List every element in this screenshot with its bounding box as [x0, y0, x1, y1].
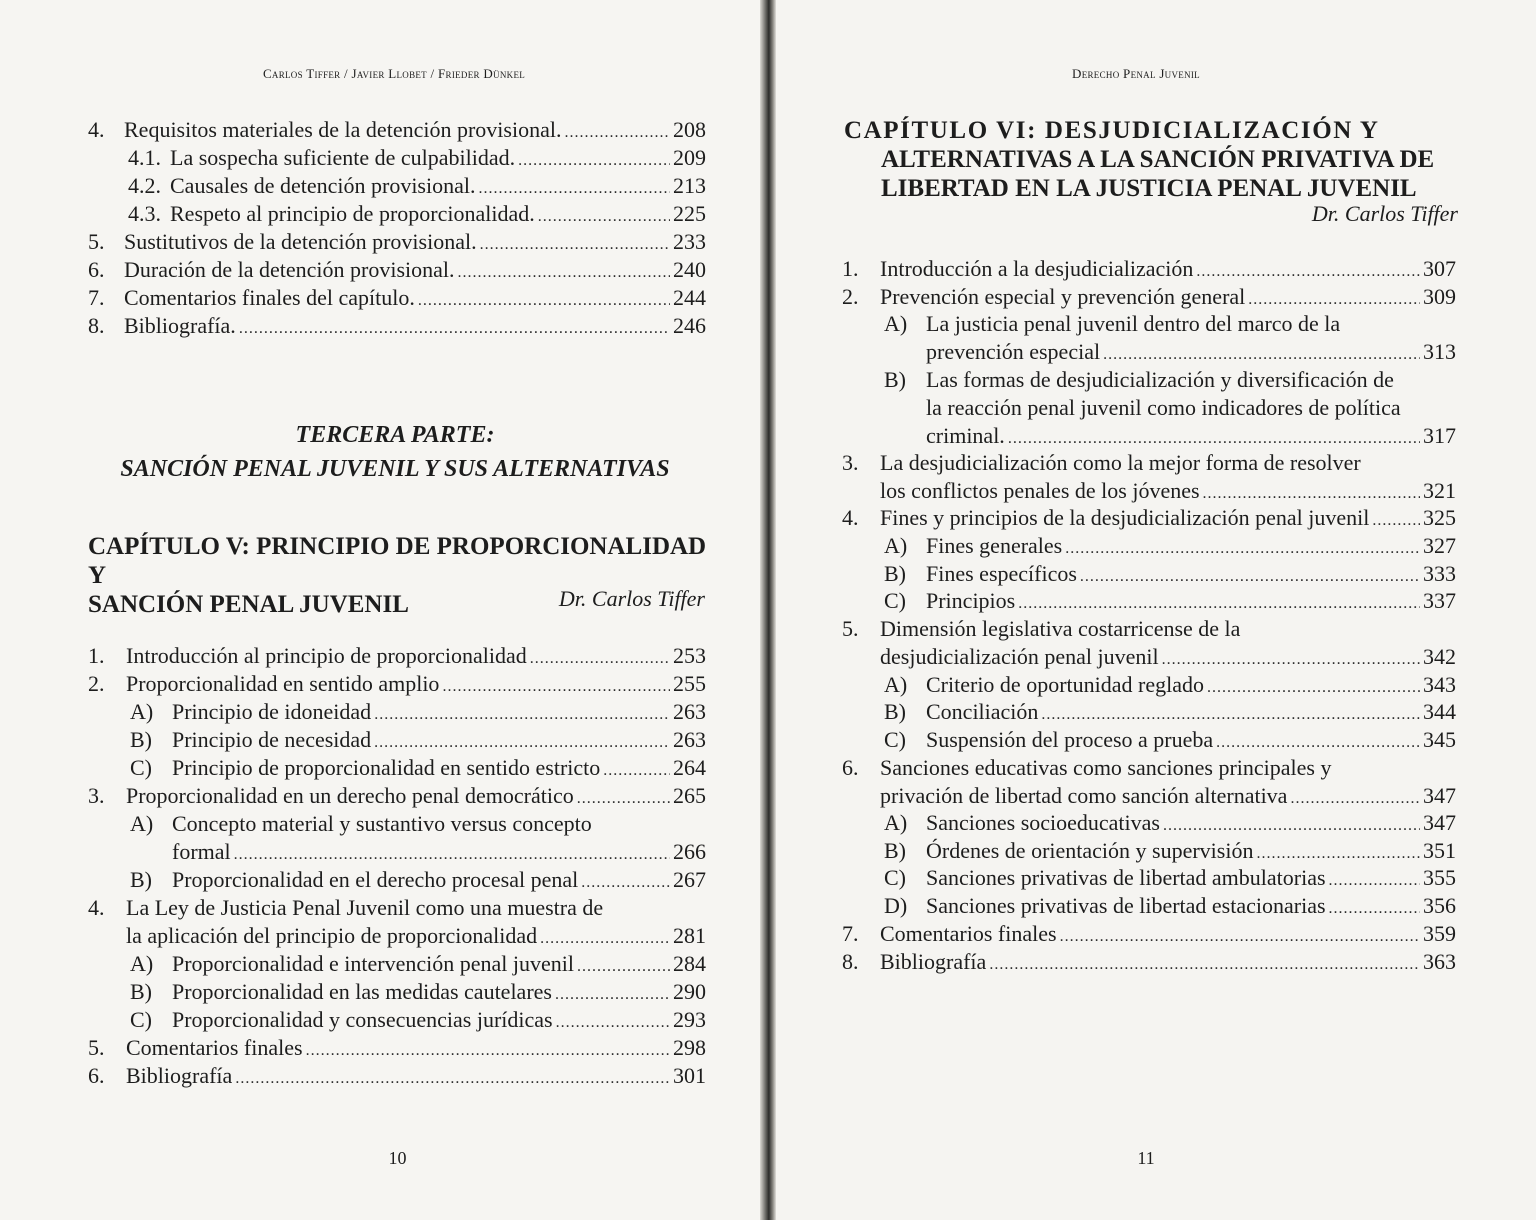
- toc-entry-page: 290: [673, 979, 706, 1004]
- toc-entry-title: Sustitutivos de la detención provisional.: [124, 229, 477, 254]
- part-title-line1: TERCERA PARTE:: [295, 422, 495, 448]
- toc-entry: [130, 866, 706, 897]
- toc-entry-title: Criterio de oportunidad reglado: [926, 671, 1204, 697]
- toc-entry-page: 267: [673, 867, 706, 892]
- toc-entry-number: 3.: [88, 783, 105, 808]
- toc-entry-title: Comentarios finales del capítulo.: [124, 285, 415, 310]
- toc-entry-page: 298: [673, 1035, 706, 1060]
- toc-entry-number: A): [884, 533, 908, 558]
- toc-entry-title: Proporcionalidad y consecuencias jurídicas: [172, 1007, 553, 1032]
- dot-leader: [556, 1009, 670, 1037]
- toc-entry-page: 284: [673, 951, 706, 976]
- toc-entry: [884, 532, 1456, 563]
- running-head-right: Derecho Penal Juvenil: [1072, 66, 1200, 81]
- toc-entry-page: 213: [673, 173, 706, 198]
- toc-entry: [130, 754, 706, 785]
- toc-entry-number: C): [130, 1007, 152, 1032]
- page-number-right: 11: [1137, 1148, 1155, 1168]
- toc-entry: [130, 950, 706, 981]
- toc-entry: [88, 894, 706, 953]
- toc-entry-page: 347: [1423, 782, 1456, 808]
- toc-entry-title: Proporcionalidad en un derecho penal democrático: [126, 783, 574, 808]
- toc-entry-title: la aplicación del principio de proporcionalidad: [126, 923, 538, 948]
- toc-entry: [88, 670, 706, 701]
- toc-entry-title: Introducción a la desjudicialización: [880, 256, 1194, 281]
- toc-entry-number: 4.: [842, 505, 859, 531]
- toc-entry-number: 7.: [842, 920, 859, 946]
- toc-entry-number: C): [884, 726, 906, 752]
- toc-entry-page: 359: [1423, 920, 1456, 946]
- toc-entry-number: C): [130, 755, 152, 780]
- toc-entry-title: criminal.: [926, 422, 1005, 448]
- toc-entry-page: 233: [673, 229, 706, 254]
- toc-entry-title: los conflictos penales de los jóvenes: [880, 477, 1200, 503]
- dot-leader: [374, 701, 670, 729]
- toc-entry: [842, 754, 1456, 813]
- dot-leader: [577, 953, 670, 981]
- toc-entry-page: 255: [673, 671, 706, 696]
- toc-entry-number: A): [884, 311, 908, 337]
- dot-leader: [374, 729, 670, 757]
- toc-entry-title: formal: [172, 839, 231, 864]
- toc-entry-number: 7.: [88, 285, 105, 310]
- toc-entry-number: 6.: [88, 1063, 105, 1088]
- toc-entry-number: B): [884, 699, 906, 725]
- toc-entry: [884, 366, 1456, 453]
- toc-entry-title: Principio de necesidad: [172, 727, 372, 752]
- toc-entry-page: 344: [1423, 699, 1456, 725]
- dot-leader: [577, 785, 670, 813]
- chapter-author-left: Dr. Carlos Tiffer: [558, 586, 705, 611]
- toc-entry-title: Duración de la detención provisional.: [124, 257, 455, 282]
- toc-entry-title: Órdenes de orientación y supervisión: [926, 837, 1254, 863]
- dot-leader: [234, 841, 670, 869]
- chapter-title-line1: CAPÍTULO V: PRINCIPIO DE PROPORCIONALIDAD Y: [88, 533, 707, 589]
- toc-entry: [88, 312, 706, 343]
- toc-entry-number: 4.: [88, 895, 105, 920]
- part-title-line2: SANCIÓN PENAL JUVENIL Y SUS ALTERNATIVAS: [120, 456, 670, 482]
- toc-entry-page: 225: [673, 201, 706, 226]
- toc-entry: [842, 615, 1456, 674]
- toc-entry-title: la reacción penal juvenil como indicadores de política: [926, 394, 1401, 420]
- chapter-title-right: [844, 116, 1464, 203]
- toc-entry-title: Fines y principios de la desjudicialización penal juvenil: [880, 505, 1370, 531]
- toc-entry: [884, 726, 1456, 757]
- toc-entry-page: 281: [673, 923, 706, 948]
- dot-leader: [418, 287, 670, 315]
- toc-entry-number: 3.: [842, 449, 859, 475]
- toc-entry: [130, 698, 706, 729]
- toc-entry-title: desjudicialización penal juvenil: [880, 644, 1159, 670]
- toc-entry-page: 355: [1423, 865, 1456, 891]
- toc-entry-number: A): [884, 671, 908, 697]
- toc-entry-number: D): [884, 893, 908, 919]
- toc-entry: [842, 449, 1456, 508]
- toc-entry-title: Principio de idoneidad: [172, 699, 372, 724]
- toc-entry-number: 5.: [88, 229, 105, 254]
- dot-leader: [478, 175, 670, 203]
- dot-leader: [555, 981, 670, 1009]
- toc-entry-number: B): [884, 837, 906, 863]
- toc-entry-number: 8.: [88, 313, 105, 338]
- toc-entry-title: Bibliografía: [126, 1063, 233, 1088]
- toc-entry-title: Bibliografía: [880, 948, 987, 974]
- chapter-title-line1: CAPÍTULO VI: DESJUDICIALIZACIÓN Y: [844, 117, 1380, 144]
- dot-leader: [239, 315, 670, 343]
- toc-entry-title: Causales de detención provisional.: [170, 173, 476, 198]
- toc-entry: [88, 642, 706, 673]
- toc-entry-page: 345: [1423, 726, 1456, 752]
- toc-entry-title: Dimensión legislativa costarricense de la: [880, 616, 1241, 642]
- toc-entry-page: 347: [1423, 810, 1456, 835]
- toc-entry: [842, 504, 1456, 535]
- toc-entry-number: 4.3.: [128, 201, 161, 226]
- toc-entry-title: Sanciones educativas como sanciones principales y: [880, 754, 1332, 780]
- toc-entry-title: Requisitos materiales de la detención provisional.: [124, 117, 562, 142]
- toc-entry: [842, 920, 1456, 951]
- toc-entry: [128, 144, 706, 175]
- dot-leader: [603, 757, 670, 785]
- dot-leader: [581, 869, 670, 897]
- toc-entry: [88, 782, 706, 813]
- toc-entry-page: 208: [673, 117, 706, 142]
- toc-entry-page: 321: [1423, 477, 1456, 503]
- chapter-title-line2: SANCIÓN PENAL JUVENIL: [88, 591, 409, 618]
- toc-entry-number: 8.: [842, 948, 859, 974]
- toc-entry-title: Sanciones privativas de libertad ambulatorias: [926, 865, 1326, 891]
- toc-entry-title: Comentarios finales: [880, 920, 1057, 946]
- toc-entry-page: 327: [1423, 533, 1456, 558]
- toc-entry-title: Proporcionalidad en sentido amplio: [126, 671, 440, 696]
- running-head-left: Carlos Tiffer / Javier Llobet / Frieder Dünkel: [262, 66, 526, 81]
- dot-leader: [235, 1065, 670, 1093]
- toc-entry-page: 317: [1423, 422, 1456, 448]
- toc-entry-page: 351: [1423, 837, 1456, 863]
- dot-leader: [540, 925, 670, 953]
- toc-entry: [130, 810, 706, 869]
- toc-entry-title: prevención especial: [926, 339, 1101, 365]
- toc-entry-number: 4.: [88, 117, 105, 142]
- chapter-title-line2: ALTERNATIVAS A LA SANCIÓN PRIVATIVA DE: [881, 146, 1435, 173]
- toc-entry-number: B): [130, 979, 152, 1004]
- toc-entry: [884, 892, 1456, 923]
- toc-entry-page: 240: [673, 257, 706, 282]
- toc-entry-title: Principios: [926, 588, 1016, 614]
- toc-entry-title: Comentarios finales: [126, 1035, 303, 1060]
- dot-leader: [518, 147, 670, 175]
- toc-entry-page: 246: [673, 313, 706, 338]
- toc-entry-title: Sanciones privativas de libertad estacionarias: [926, 893, 1326, 919]
- toc-entry-number: B): [884, 366, 906, 392]
- toc-entry-page: 209: [673, 145, 706, 170]
- book-spine: [760, 0, 776, 1220]
- toc-entry-title: Fines generales: [926, 533, 1063, 558]
- right-page: [776, 0, 1536, 1220]
- toc-entry-number: C): [884, 865, 906, 891]
- toc-entry-title: Respeto al principio de proporcionalidad.: [170, 201, 535, 226]
- toc-entry-title: La desjudicialización como la mejor forma de resolver: [880, 449, 1361, 475]
- toc-entry-page: 244: [673, 285, 706, 310]
- toc-entry-title: La Ley de Justicia Penal Juvenil como una muestra de: [126, 895, 604, 920]
- toc-entry-number: B): [884, 560, 906, 586]
- toc-entry: [884, 698, 1456, 729]
- toc-entry: [130, 726, 706, 757]
- toc-entry-number: B): [130, 867, 152, 892]
- part-title: [90, 418, 700, 486]
- toc-entry-number: 5.: [842, 616, 859, 642]
- toc-entry-title: Bibliografía.: [124, 313, 236, 338]
- toc-entry-page: 301: [673, 1063, 706, 1088]
- toc-entry-title: Prevención especial y prevención general: [880, 283, 1246, 309]
- toc-entry: [884, 560, 1456, 591]
- toc-entry: [88, 1062, 706, 1093]
- dot-leader: [989, 951, 1420, 979]
- toc-entry-number: 4.1.: [128, 145, 161, 170]
- toc-entry-page: 266: [673, 839, 706, 864]
- toc-entry-page: 343: [1423, 671, 1456, 697]
- toc-entry-title: Fines específicos: [926, 560, 1077, 586]
- dot-leader: [442, 673, 670, 701]
- toc-entry-number: A): [884, 810, 908, 835]
- toc-entry-title: Concepto material y sustantivo versus concepto: [172, 811, 592, 836]
- page-number-left: 10: [388, 1148, 407, 1168]
- toc-entry-page: 307: [1423, 256, 1456, 281]
- toc-entry-page: 356: [1423, 893, 1456, 919]
- toc-entry-title: Conciliación: [926, 699, 1039, 725]
- toc-entry: [884, 809, 1456, 840]
- toc-entry-page: 337: [1423, 588, 1456, 614]
- toc-entry: [884, 310, 1456, 369]
- toc-entry-number: 2.: [842, 283, 859, 309]
- toc-entry-number: A): [130, 811, 154, 836]
- toc-entry-page: 263: [673, 699, 706, 724]
- toc-entry-number: A): [130, 699, 154, 724]
- toc-entry-number: 5.: [88, 1035, 105, 1060]
- toc-entry: [884, 864, 1456, 895]
- toc-entry: [88, 228, 706, 259]
- toc-entry-title: La justicia penal juvenil dentro del marco de la: [926, 311, 1341, 337]
- chapter-title-line3: LIBERTAD EN LA JUSTICIA PENAL JUVENIL: [881, 175, 1417, 202]
- toc-entry-title: La sospecha suficiente de culpabilidad.: [170, 145, 516, 170]
- toc-entry: [88, 256, 706, 287]
- toc-entry: [884, 837, 1456, 868]
- toc-entry-page: 264: [673, 755, 706, 780]
- toc-entry: [88, 1034, 706, 1065]
- toc-entry-number: C): [884, 588, 906, 614]
- toc-entry: [130, 1006, 706, 1037]
- toc-entry-number: 1.: [842, 256, 859, 281]
- toc-entry-title: Suspensión del proceso a prueba: [926, 726, 1214, 752]
- toc-entry-title: privación de libertad como sanción alternativa: [880, 782, 1288, 808]
- toc-entry-number: 2.: [88, 671, 105, 696]
- toc-entry-title: Sanciones socioeducativas: [926, 810, 1160, 835]
- toc-entry-title: Introducción al principio de proporcionalidad: [126, 643, 527, 668]
- dot-leader: [538, 203, 670, 231]
- toc-entry-title: Proporcionalidad e intervención penal juvenil: [172, 951, 574, 976]
- toc-entry-number: A): [130, 951, 154, 976]
- toc-entry-page: 313: [1423, 339, 1456, 365]
- toc-entry-page: 253: [673, 643, 706, 668]
- dot-leader: [564, 119, 670, 147]
- toc-entry: [130, 978, 706, 1009]
- toc-entry-page: 263: [673, 727, 706, 752]
- left-page: [0, 0, 760, 1220]
- toc-entry: [842, 255, 1456, 286]
- toc-entry-page: 309: [1423, 283, 1456, 309]
- toc-entry: [128, 200, 706, 231]
- toc-entry-page: 293: [673, 1007, 706, 1032]
- toc-entry: [842, 948, 1456, 979]
- toc-entry-title: Proporcionalidad en las medidas cautelares: [172, 979, 552, 1004]
- toc-entry-page: 265: [673, 783, 706, 808]
- toc-entry-number: 6.: [88, 257, 105, 282]
- dot-leader: [530, 645, 670, 673]
- toc-entry-page: 342: [1423, 644, 1456, 670]
- toc-entry: [88, 116, 706, 147]
- toc-entry-title: Proporcionalidad en el derecho procesal penal: [172, 867, 579, 892]
- toc-entry-number: 1.: [88, 643, 105, 668]
- toc-entry-title: Las formas de desjudicialización y diversificación de: [926, 366, 1394, 392]
- dot-leader: [306, 1037, 670, 1065]
- toc-entry-page: 363: [1423, 948, 1456, 974]
- toc-entry: [128, 172, 706, 203]
- chapter-author-right: Dr. Carlos Tiffer: [1311, 201, 1458, 226]
- toc-entry: [884, 671, 1456, 702]
- toc-entry-page: 333: [1423, 560, 1456, 586]
- dot-leader: [458, 259, 670, 287]
- toc-entry-number: B): [130, 727, 152, 752]
- toc-entry-number: 6.: [842, 754, 859, 780]
- dot-leader: [480, 231, 670, 259]
- toc-entry: [88, 284, 706, 315]
- toc-entry-number: 4.2.: [128, 173, 161, 198]
- toc-entry-page: 325: [1423, 505, 1456, 531]
- toc-entry-title: Principio de proporcionalidad en sentido estricto: [172, 755, 601, 780]
- toc-entry: [884, 587, 1456, 618]
- toc-entry: [842, 283, 1456, 314]
